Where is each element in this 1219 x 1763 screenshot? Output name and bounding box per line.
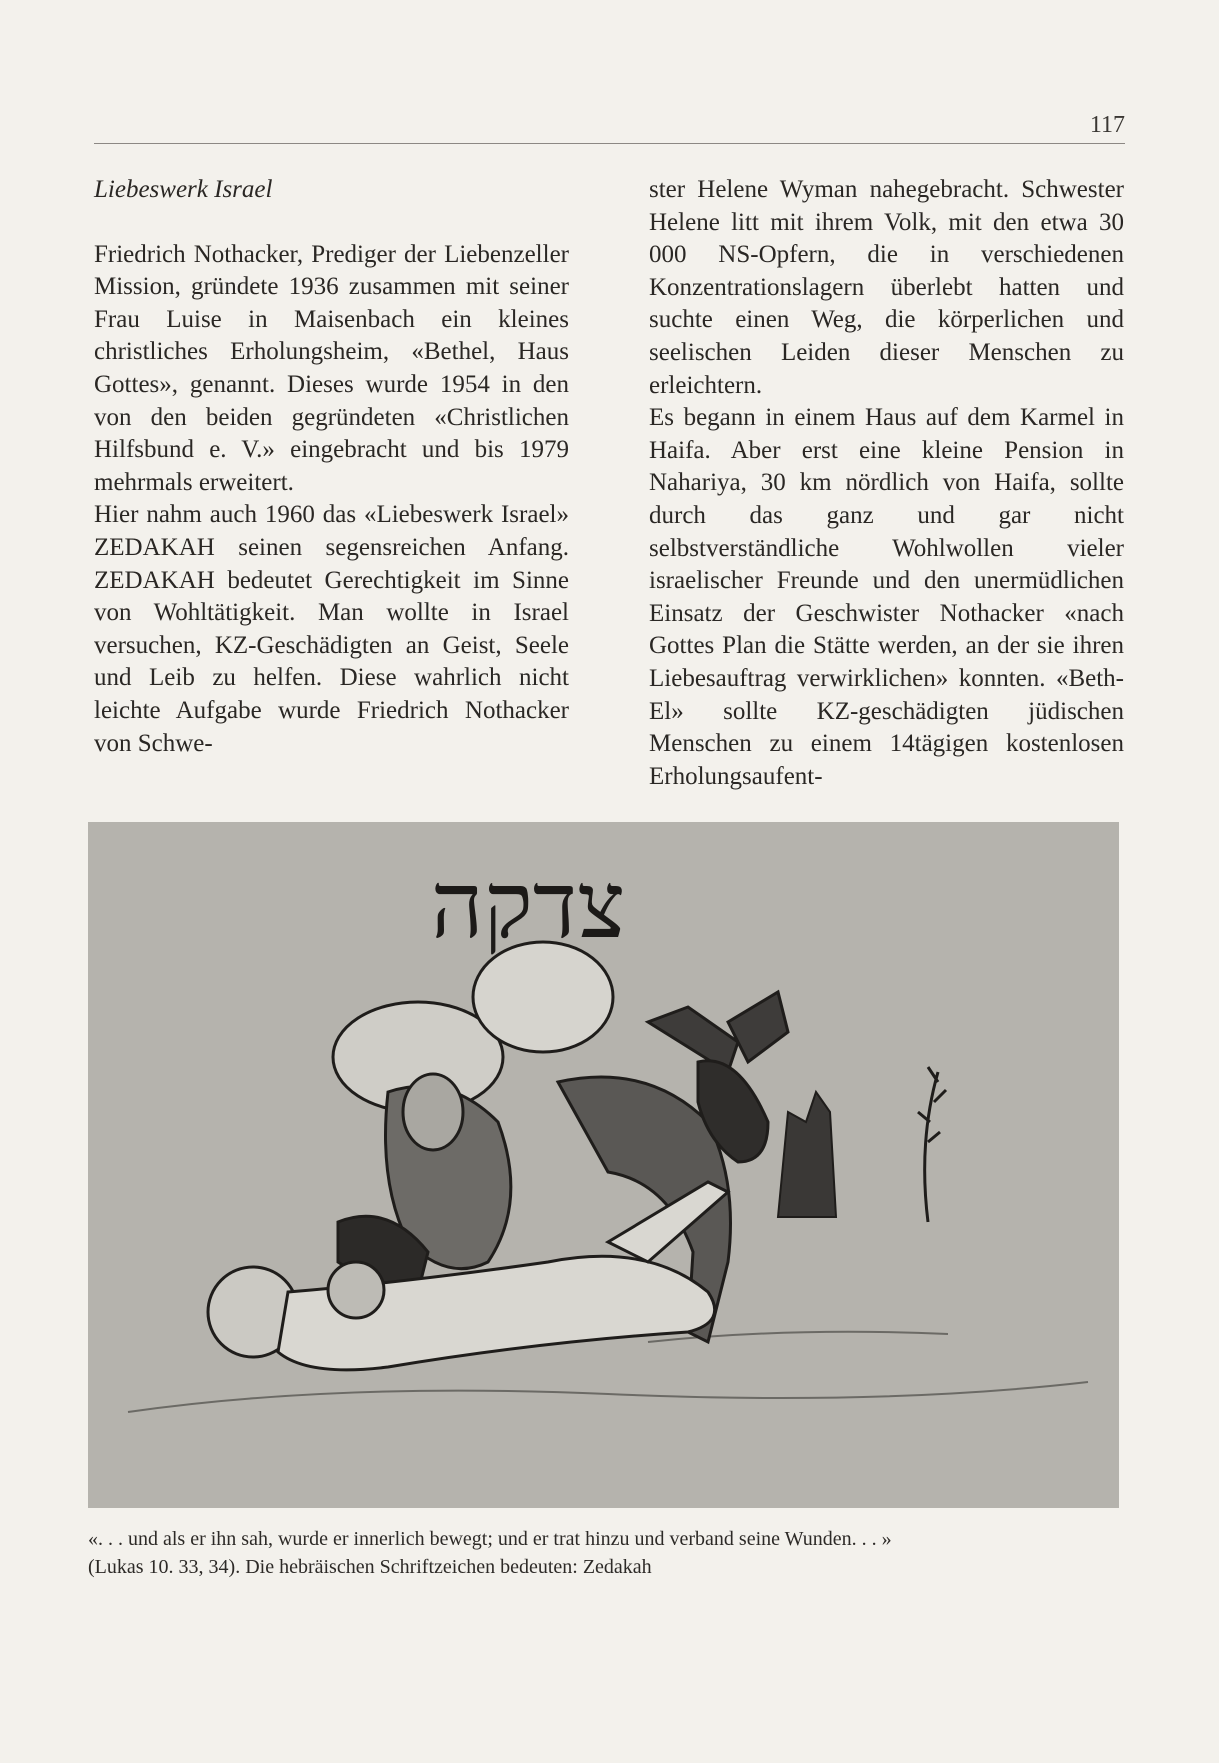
paragraph: Hier nahm auch 1960 das «Liebeswerk Israel» ZEDAKAH seinen segensreichen Anfang. ZEDAKAH bedeutet Gerechtigkeit im Sinne von Wohltätigkeit. Man wollte in Israel versuchen, KZ-Geschädigten an Geist, Seele und Leib zu helfen. Diese wahrlich nicht leichte Aufgabe wurde Friedrich Nothacker von Schwe- bbox=[94, 501, 569, 757]
left-column bbox=[94, 174, 569, 760]
hebrew-lettering: צדקה bbox=[430, 852, 626, 959]
right-column bbox=[649, 174, 1124, 793]
page-number: 117 bbox=[1089, 112, 1125, 138]
header-rule bbox=[94, 143, 1125, 144]
paragraph: Friedrich Nothacker, Prediger der Liebenzeller Mission, gründete 1936 zusammen mit seiner Frau Luise in Maisenbach ein kleines christliches Erholungsheim, «Bethel, Haus Gottes», genannt. Dieses wurde 1954 in den von den beiden gegründeten «Christlichen Hilfsbund e. V.» eingebracht und bis 1979 mehrmals erweitert. bbox=[94, 240, 569, 496]
section-heading: Liebeswerk Israel bbox=[94, 176, 273, 203]
illustration bbox=[88, 822, 1119, 1508]
paragraph: Es begann in einem Haus auf dem Karmel in Haifa. Aber erst eine kleine Pension in Nahariya, 30 km nördlich von Haifa, sollte durch das ganz und gar nicht selbstverständliche Wohlwollen vieler israelischer Freunde und den unermüdlichen Einsatz der Geschwister Nothacker «nach Gottes Plan die Stätte werden, an der sie ihren Liebesauftrag verwirklichen» konnten. «Beth-El» sollte KZ-geschädigten jüdischen Menschen zu einem 14tägigen kostenlosen Erholungsaufent- bbox=[649, 404, 1124, 790]
paragraph: ster Helene Wyman nahegebracht. Schwester Helene litt mit ihrem Volk, mit den etwa 30 000 NS-Opfern, die in verschiedenen Konzentrationslagern überlebt hatten und suchte einen Weg, die körperlichen und seelischen Leiden dieser Menschen zu erleichtern. bbox=[649, 176, 1124, 399]
caption-line: (Lukas 10. 33, 34). Die hebräischen Schriftzeichen bedeuten: Zedakah bbox=[88, 1556, 652, 1578]
figure-caption bbox=[88, 1525, 1128, 1581]
caption-line: «. . . und als er ihn sah, wurde er innerlich bewegt; und er trat hinzu und verband seine Wunden. . . » bbox=[88, 1528, 892, 1550]
